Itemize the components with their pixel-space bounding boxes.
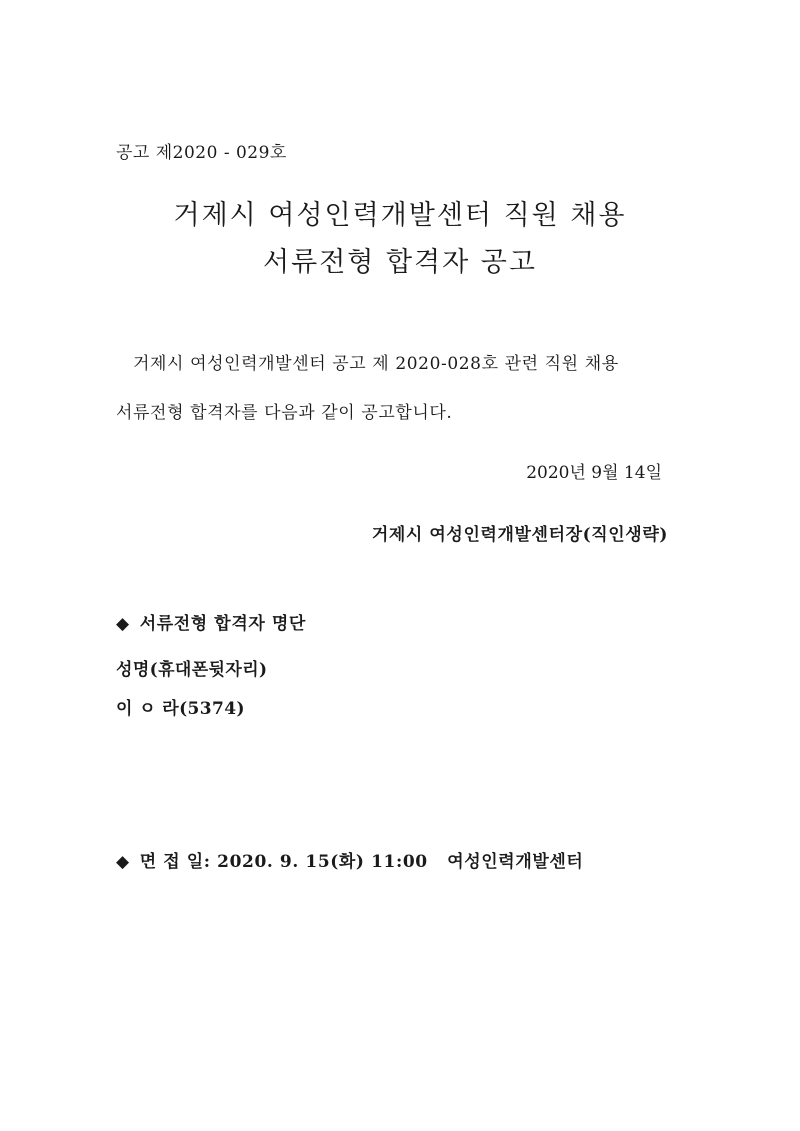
body-line-1: 거제시 여성인력개발센터 공고 제 2020-028호 관련 직원 채용 [133, 354, 619, 374]
pass-list-heading [116, 609, 306, 634]
title-line-1: 거제시 여성인력개발센터 직원 채용 [173, 200, 627, 231]
diamond-bullet-icon: ◆ [116, 614, 130, 634]
pass-list-column-header: 성명(휴대폰뒷자리) [116, 660, 268, 680]
interview-info [116, 847, 583, 872]
title-line-2: 서류전형 합격자 공고 [263, 247, 537, 278]
list-item: 이 ㅇ 라(5374) [116, 699, 245, 719]
body-line-2: 서류전형 합격자를 다음과 같이 공고합니다. [116, 403, 453, 423]
notice-date: 2020년 9월 14일 [526, 463, 662, 483]
signer: 거제시 여성인력개발센터장(직인생략) [371, 525, 668, 545]
interview-text: 면 접 일: 2020. 9. 15(화) 11:00 여성인력개발센터 [139, 852, 584, 872]
pass-list-heading-text: 서류전형 합격자 명단 [139, 614, 306, 634]
notice-number: 공고 제2020 - 029호 [116, 143, 287, 163]
diamond-bullet-icon: ◆ [116, 852, 130, 872]
